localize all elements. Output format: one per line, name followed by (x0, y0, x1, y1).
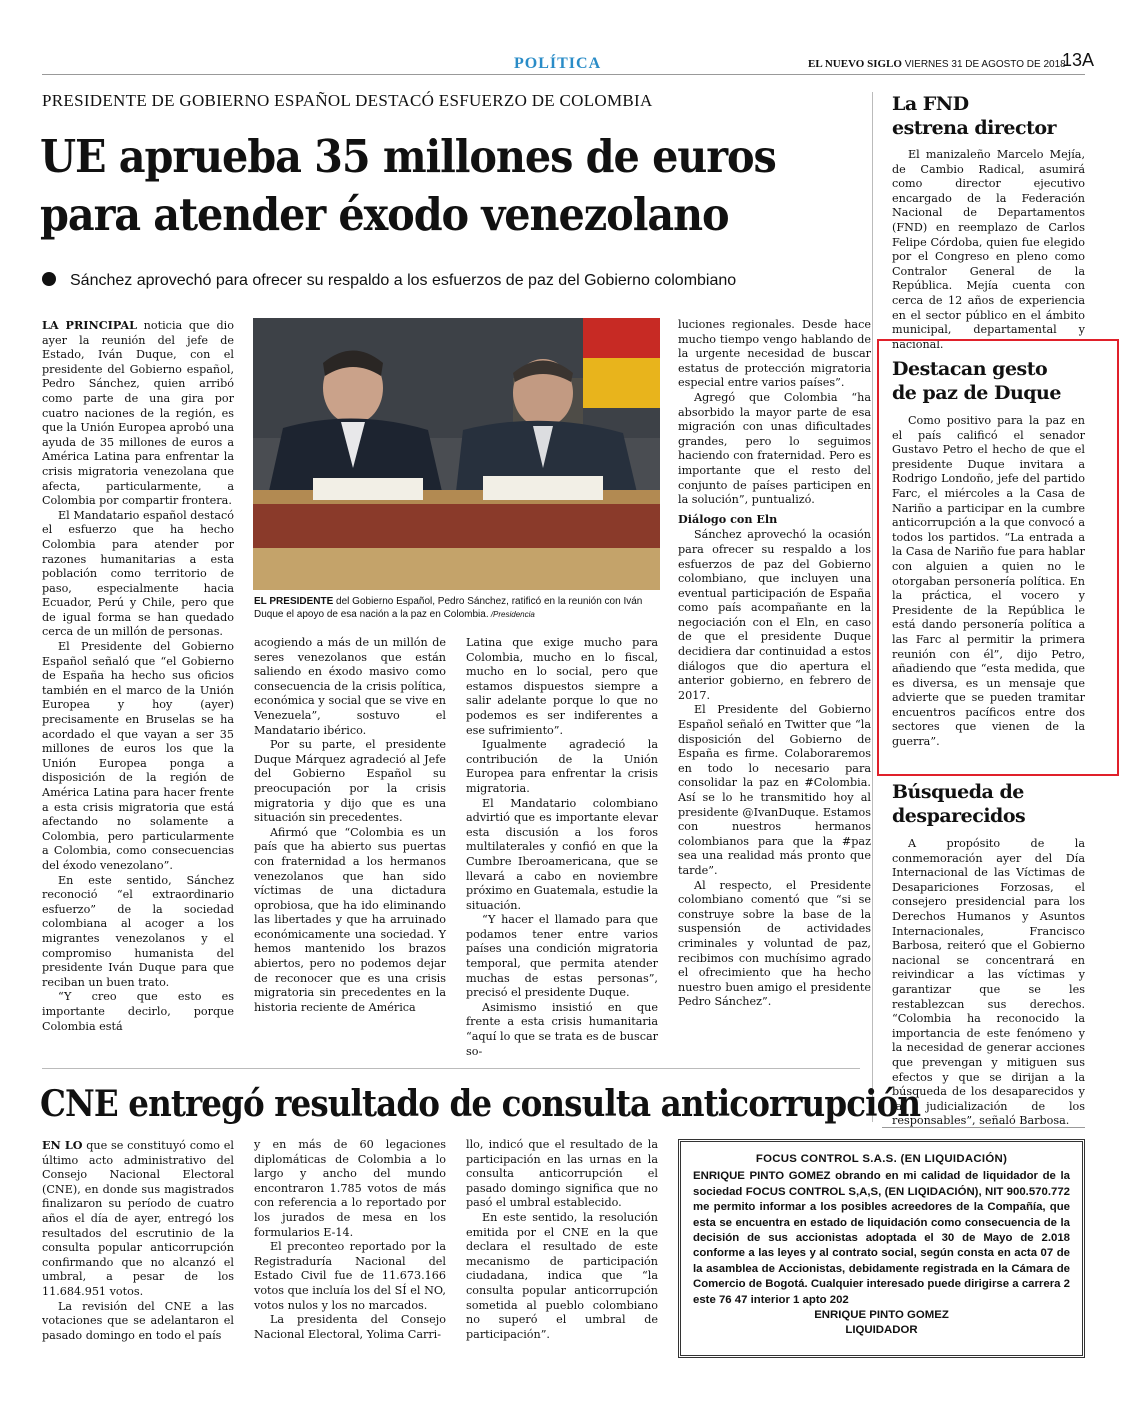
subheading: Diálogo con Eln (678, 511, 778, 526)
paragraph: En este sentido, la resolución emitida por el CNE en la que declara el resultado de este mecanismo de participación ciudadana, indica que “la consulta popular anticorrupción sometida al pueblo colombiano no superó el umbral de participación”. (466, 1210, 658, 1341)
paragraph: El Mandatario colombiano advirtió que es importante elevar esta discusión a los foros multilaterales y confió en que la Cumbre Iberoamericana, que se llevará a cabo en noviembre próximo en Guatemala, estudie la situación. (466, 796, 658, 912)
caption-lead: EL PRESIDENTE (254, 596, 334, 607)
title-line: desparecidos (892, 805, 1026, 827)
ad-body: ENRIQUE PINTO GOMEZ obrando en mi calidad de liquidador de la sociedad FOCUS CONTROL S,A,S, (EN LIQIDACIÓN), NIT 900.570.772 me permito informar a los posibles acreedores de la Compañía, que esta se encuentra en estado de liquidación como consecuencia de la decisión de sus accionistas adoptada el 30 de Mayo de 2.018 conforme a las leyes y al contrato social, según consta en acta 07 de la asamblea de Accionistas, debidamente registrada en la Cámara de Comercio de Bogotá. Cualquier interesado puede dirigirse a carrera 2 este 76 47 interior 1 apto 202 (693, 1170, 1070, 1306)
paragraph: La revisión del CNE a las votaciones que se adelantaron el pasado domingo en todo el país (42, 1299, 234, 1342)
sidebar-text-desaparecidos (892, 837, 1085, 1128)
second-story-column-3 (466, 1138, 658, 1364)
paragraph-text: noticia que dio ayer la reunión del jefe de Estado, Iván Duque, con el presidente del Gobierno español, Pedro Sánchez, quien arribó como parte de una gira por cuatro naciones de la región, es que la Unión Europea aprobó una ayuda de 35 millones de euros a América Latina para enfrentar la crisis migratoria venezolana que afecta, particularmente, a Colombia por compartir frontera. (42, 319, 234, 508)
paragraph: A propósito de la conmemoración ayer del Día Internacional de las Víctimas de Desapariciones Forzosas, el consejero presidencial para los Derechos Humanos y Asuntos Internacionales, Francisco Barbosa, reiteró que el Gobierno nacional se concentrará en reivindicar a las víctimas y garantizar que se les restablezcan sus derechos. “Colombia ha reconocido la importancia de este fenómeno y la necesidad de generar acciones que prevengan y mitiguen sus efectos y que se dirijan a la búsqueda de los desaparecidos y la judicialización de los responsables”, señaló Barbosa. (892, 837, 1085, 1128)
paragraph: Agregó que Colombia “ha absorbido la mayor parte de esa migración con unas dificultades grandes, pero lo seguimos haciendo con fraternidad. Pero es importante que el resto del conjunto de países participen en la solución”, puntualizó. (678, 390, 871, 507)
ad-signature-role: LIQUIDADOR (845, 1324, 918, 1337)
story-column-1 (42, 318, 234, 1046)
section-rule (42, 1068, 860, 1069)
photo-illustration (253, 318, 660, 590)
paragraph: La presidenta del Consejo Nacional Electoral, Yolima Carri- (254, 1313, 446, 1341)
paragraph-text: que se constituyó como el último acto administrativo del Consejo Nacional Electoral (CNE), en donde sus magistrados finalizaron su período de cuatro años el día de ayer, entregó los resultados del escrutinio de la consulta popular anticorrupción confirmando que no alcanzó el umbral, a pesar de los 11.684.951 votos. (42, 1139, 235, 1298)
second-story-column-2 (254, 1138, 446, 1364)
issue-date: VIERNES 31 DE AGOSTO DE 2018 (904, 59, 1066, 70)
paragraph: acogiendo a más de un millón de seres venezolanos que están saliendo en éxodo masivo como consecuencia de la crisis política, económica y social que se vive en Venezuela”, sostuvo el Mandatario ibérico. (254, 636, 446, 737)
paragraph: El preconteo reportado por la Registraduría Nacional del Estado Civil fue de 11.673.166 votos que incluía los del SÍ el NO, votos nulos y los no marcados. (254, 1240, 446, 1312)
paragraph: Por su parte, el presidente Duque Márquez agradeció al Jefe del Gobierno Español su preocupación por la crisis migratoria y dijo que es una situación sin precedentes. (254, 738, 446, 825)
paragraph: Igualmente agradeció la contribución de la Unión Europea para enfrentar la crisis migratoria. (466, 738, 658, 795)
title-line: Búsqueda de (892, 781, 1024, 803)
main-headline (40, 128, 794, 244)
news-photo (253, 318, 660, 590)
sidebar-title-fnd (892, 92, 1056, 140)
second-story-column-1 (42, 1138, 234, 1364)
story-column-3 (466, 636, 658, 1058)
photo-credit: /Presidencia (488, 610, 535, 619)
title-line: La FND (892, 93, 969, 115)
subhead (42, 272, 736, 290)
caption-text: del Gobierno Español, Pedro Sánchez, ratificó en la reunión con Iván Duque el apoyo de esa nación a la paz en Colombia. (254, 596, 643, 620)
sidebar-title-desaparecidos (892, 780, 1025, 828)
paragraph: luciones regionales. Desde hace mucho tiempo vengo hablando de la urgente necesidad de buscar estatus de protección migratoria especial entre varios países”. (678, 318, 871, 390)
paragraph (42, 1138, 234, 1300)
paragraph: Como positivo para la paz en el país calificó el senador Gustavo Petro el hecho de que el presidente Duque invitara a Rodrigo Londoño, jefe del partido Farc, el miércoles a la Casa de Nariño a participar en la cumbre anticorrupción a la que convocó a todos los partidos. “La entrada a la Casa de Nariño fue para hablar con alguien a quien no le otorgaban personería política. En la práctica, el vocero y Presidente de la República le está dando personería política a las Farc al permitir la primera reunión con él”, dijo Petro, añadiendo que “esta medida, que es diversa, es un mensaje que advierte que se pueden tramitar encuentros pacíficos entre dos sectores que vienen de la guerra”. (892, 414, 1085, 749)
ad-title: FOCUS CONTROL S.A.S. (EN LIQUIDACIÓN) (755, 1153, 1008, 1165)
sidebar-text-paz (892, 414, 1085, 768)
paragraph: Afirmó que “Colombia es un país que ha abierto sus puertas con fraternidad a los hermanos venezolanos que han sido víctimas de una dictadura oprobiosa, que ha ido eliminando las libertades y que ha arruinado económicamente una sociedad. Y hemos mantenido los brazos abiertos, pero no podemos dejar de reconocer que es una crisis migratoria sin precedentes en la historia reciente de América (254, 825, 446, 1014)
paragraph: y en más de 60 legaciones diplomáticas de Colombia a lo largo y ancho del mundo encontraron 1.785 votos de más con referencia a lo reportado por los jurados de mesa en los formularios E-14. (254, 1138, 446, 1239)
lead-in: EN LO (42, 1138, 83, 1152)
sidebar-rule (882, 1127, 1085, 1128)
sidebar-text-fnd (892, 148, 1085, 351)
lead-in: LA PRINCIPAL (42, 318, 137, 332)
header-rule (42, 74, 1085, 75)
masthead (808, 58, 1066, 70)
paragraph: El Presidente del Gobierno Español señaló que “el Gobierno de España ha hecho sus oficios también en el marco de la Unión Europea y hoy (ayer) precisamente en Bruselas se ha acordado el que vayan a ser 35 millones de euros los que la Unión Europea ponga a disposición de la región de América Latina para hacer frente a esta crisis migratoria que está afectando no solamente a Colombia, pero particularmente a Colombia, como consecuencias del éxodo venezolano”. (42, 640, 234, 872)
paragraph: “Y hacer el llamado para que podamos tener entre varios países una condición migratoria temporal, que permita atender muchas de estas personas”, precisó el presidente Duque. (466, 913, 658, 1000)
paragraph: Asimismo insistió en que frente a esta crisis humanitaria “aquí lo que se trata es de buscar so- (466, 1000, 658, 1058)
story-column-2 (254, 636, 446, 1046)
page-number: 13A (1062, 50, 1095, 70)
paragraph: Latina que exige mucho para Colombia, mucho en lo fiscal, mucho en lo social, pero que estamos dispuestos siempre a salir adelante porque lo que no podemos es ser indiferentes a ese sufrimiento”. (466, 636, 658, 737)
sidebar-title-paz (892, 357, 1061, 405)
paragraph: El Mandatario español destacó el esfuerzo que ha hecho Colombia para atender por razones humanitarias a esta población como territorio de paso, especialmente hacia Ecuador, Perú y Chile, pero que de igual forma se han quedado cerca de un millón de personas. (42, 508, 234, 639)
kicker: PRESIDENTE DE GOBIERNO ESPAÑOL DESTACÓ ESFUERZO DE COLOMBIA (42, 91, 653, 110)
paragraph: En este sentido, Sánchez reconoció “el extraordinario esfuerzo” de la sociedad colombiana al acoger a los migrantes venezolanos y el compromiso humanista del presidente Iván Duque para que reciban un buen trato. (42, 873, 234, 989)
paragraph: llo, indicó que el resultado de la participación en las urnas en la consulta anticorrupción el pasado domingo significa que no pasó el umbral establecido. (466, 1138, 658, 1210)
title-line: de paz de Duque (892, 382, 1061, 404)
photo-caption (254, 595, 660, 621)
column-divider (872, 92, 873, 1122)
headline-line-1: UE aprueba 35 millones de euros (40, 130, 776, 183)
paragraph: El manizaleño Marcelo Mejía, de Cambio Radical, asumirá como director ejecutivo encargado de la Federación Nacional de Departamentos (FND) en reemplazo de Carlos Felipe Córdoba, quien fue elegido por el Congreso en pleno como Contralor General de la República. Mejía cuenta con cerca de 12 años de experiencia en el sector público en el ámbito municipal, departamental y nacional. (892, 148, 1085, 351)
section-label: POLÍTICA (514, 55, 602, 72)
subhead-text: Sánchez aprovechó para ofrecer su respaldo a los esfuerzos de paz del Gobierno colombiano (70, 272, 737, 289)
story-column-4 (678, 318, 871, 1046)
title-line: Destacan gesto (892, 358, 1048, 380)
title-line: estrena director (892, 117, 1057, 139)
paragraph: Al respecto, el Presidente colombiano comentó que “si se construye sobre la base de la suspensión de actividades criminales y voluntad de paz, recibimos con muchísimo agrado el ofrecimiento que ha hecho nuestro buen amigo el presidente Pedro Sánchez”. (678, 878, 871, 1009)
paper-name: EL NUEVO SIGLO (808, 58, 902, 70)
legal-notice-ad (678, 1139, 1085, 1358)
paragraph: El Presidente del Gobierno Español señaló en Twitter que “la disposición del Gobierno de España es firme. Colaboraremos en todo lo necesario para consolidar la paz en #Colombia. Así se lo he transmitido hoy al presidente @IvanDuque. Estamos con nuestros hermanos colombianos para que la #paz sea una realidad más pronto que tarde”. (678, 703, 871, 877)
second-headline: CNE entregó resultado de consulta anticorrupción (40, 1083, 921, 1125)
bullet-icon (42, 272, 56, 286)
ad-signature-name: ENRIQUE PINTO GOMEZ (814, 1309, 949, 1322)
paragraph: “Y creo que esto es importante decirlo, porque Colombia está (42, 990, 234, 1033)
paragraph (42, 318, 234, 509)
paragraph: Sánchez aprovechó la ocasión para ofrecer su respaldo a los esfuerzos de paz del Gobierno colombiano, que incluyen una eventual participación de España como país acompañante en la negociación con el Eln, en caso de que el presidente Duque decidiera dar continuidad a estos diálogos que dio apertura el anterior gobierno, en febrero de 2017. (678, 528, 871, 702)
headline-line-2: para atender éxodo venezolano (40, 188, 729, 241)
